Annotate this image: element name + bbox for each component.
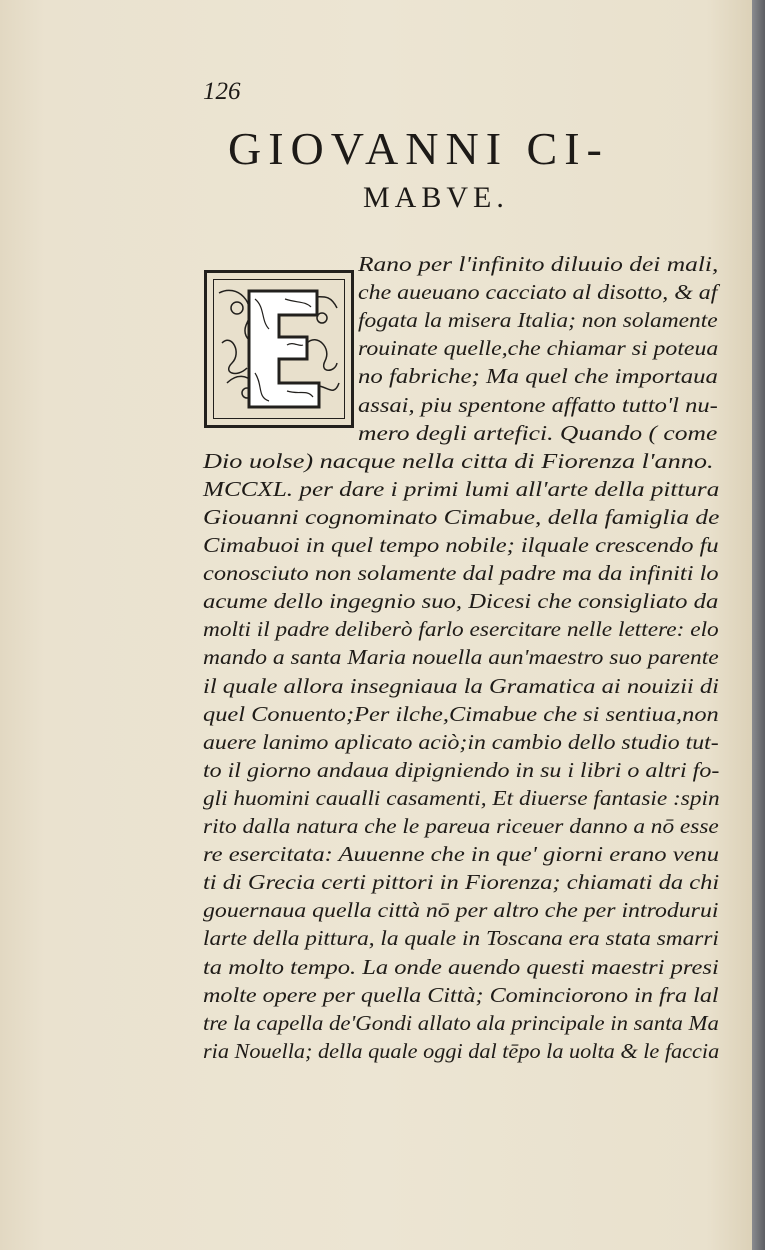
text-line: assai, piu spentone affatto tutto'l nu- (358, 392, 718, 417)
text-line: Dio uolse) nacque nella citta di Fiorenza l'anno. (203, 448, 714, 473)
text-line: conosciuto non solamente dal padre ma da infiniti lo (203, 561, 719, 586)
text-line: mando a santa Maria nouella aun'maestro suo parente (203, 645, 719, 670)
text-line: gli huomini caualli casamenti, Et diuerse fantasie :spin (203, 785, 720, 810)
text-line: molti il padre deliberò farlo esercitare nelle lettere: elo (203, 617, 719, 642)
text-line: ti di Grecia certi pittori in Fiorenza; chiamati da chi (203, 870, 720, 895)
page-number: 126 (203, 78, 241, 105)
text-line: no fabriche; Ma quel che importaua (358, 364, 718, 389)
text-line: tre la capella de'Gondi allato ala principale in santa Ma (203, 1010, 719, 1035)
text-line: re esercitata: Auuenne che in que' giorni erano venu (203, 842, 720, 867)
page-edge (752, 0, 765, 1250)
text-line: Giouanni cognominato Cimabue, della famiglia de (203, 504, 720, 529)
text-line: rouinate quelle,che chiamar si poteua (358, 336, 719, 361)
text-line: to il giorno andaua dipigniendo in su i libri o altri fo- (203, 757, 720, 782)
text-line: larte della pittura, la quale in Toscana era stata smarri (203, 926, 719, 951)
text-line: molte opere per quella Città; Cominciorono in fra lal (203, 982, 719, 1007)
chapter-title-line-2: MABVE. (363, 181, 509, 214)
text-line: rito dalla natura che le pareua riceuer danno a nō esse (203, 814, 719, 838)
text-line: quel Conuento;Per ilche,Cimabue che si sentiua,non (203, 701, 719, 726)
text-line: il quale allora insegniaua la Gramatica ai nouizii di (203, 673, 719, 698)
text-line: gouernaua quella città nō per altro che per introdurui (203, 898, 719, 923)
decorated-initial-e-icon (204, 270, 354, 428)
text-line: MCCXL. per dare i primi lumi all'arte della pittura (203, 476, 720, 501)
text-line: che aueuano cacciato al disotto, & af (358, 280, 718, 305)
text-line: Rano per l'infinito diluuio dei mali, (358, 252, 719, 276)
text-line: mero degli artefici. Quando ( come (358, 420, 718, 445)
text-line: fogata la misera Italia; non solamente (358, 308, 718, 333)
text-line: ta molto tempo. La onde auendo questi maestri presi (203, 954, 719, 979)
text-line: ria Nouella; della quale oggi dal tēpo la uolta & le faccia (203, 1038, 720, 1063)
text-line: auere lanimo aplicato aciò;in cambio dello studio tut- (203, 729, 719, 754)
text-line: Cimabuoi in quel tempo nobile; ilquale crescendo fu (203, 533, 719, 557)
chapter-title-line-1: GIOVANNI CI- (228, 123, 609, 174)
text-line: acume dello ingegnio suo, Dicesi che consigliato da (203, 589, 719, 614)
